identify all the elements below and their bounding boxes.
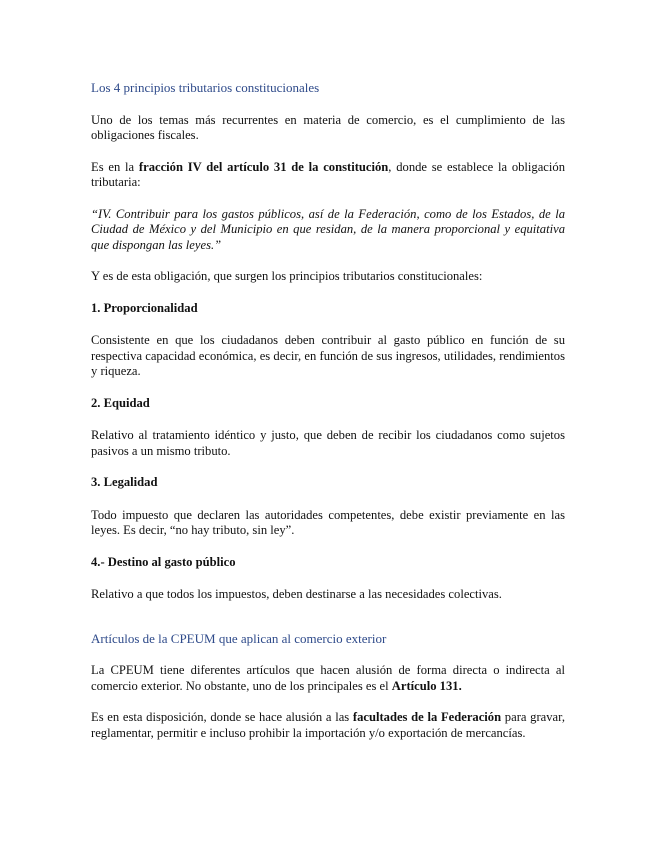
cpeum-paragraph: [91, 663, 565, 694]
principle-text-legalidad: Todo impuesto que declaren las autoridades competentes, debe existir previamente en las leyes. Es decir, “no hay tributo, sin ley”.: [91, 507, 565, 537]
principle-text-proporcionalidad: Consistente en que los ciudadanos deben contribuir al gasto público en función de su respectiva capacidad económica, es decir, en función de sus ingresos, utilidades, rendimientos y riqueza.: [91, 333, 565, 378]
federation-paragraph: [91, 710, 565, 741]
intro-paragraph: Uno de los temas más recurrentes en materia de comercio, es el cumplimiento de las obligaciones fiscales.: [91, 112, 565, 142]
obligation-bold-reference: fracción IV del artículo 31 de la constitución: [138, 159, 389, 174]
principle-text-equidad: Relativo al tratamiento idéntico y justo, que deben de recibir los ciudadanos como sujetos pasivos a un mismo tributo.: [91, 428, 565, 458]
obligation-text-end: , donde se establece la obligación tributaria:: [91, 159, 565, 189]
obligation-paragraph: [91, 160, 565, 191]
section-heading-cpeum: Artículos de la CPEUM que aplican al comercio exterior: [91, 630, 387, 646]
principles-intro-paragraph: Y es de esta obligación, que surgen los principios tributarios constitucionales:: [91, 269, 483, 283]
federation-text-start: Es en esta disposición, donde se hace alusión a las: [91, 710, 353, 724]
constitution-quote: “IV. Contribuir para los gastos públicos, así de la Federación, como de los Estados, de la Ciudad de México y del Municipio en que residan, de la manera proporcional y equitativa que dispongan las leyes.”: [91, 206, 565, 252]
document-page: [91, 80, 565, 757]
principle-title-destino: 4.- Destino al gasto público: [91, 554, 236, 569]
principle-title-proporcionalidad: 1. Proporcionalidad: [91, 300, 198, 315]
federation-text-end: para gravar, reglamentar, permitir e incluso prohibir la importación y/o exportación de mercancías.: [91, 710, 565, 740]
article-131-bold: Artículo 131.: [391, 678, 462, 693]
obligation-text-start: Es en la: [91, 159, 139, 174]
section-heading-principles: Los 4 principios tributarios constitucionales: [91, 80, 320, 95]
principle-title-equidad: 2. Equidad: [91, 395, 150, 410]
federation-bold: facultades de la Federación: [352, 710, 502, 724]
principle-text-destino: Relativo a que todos los impuestos, deben destinarse a las necesidades colectivas.: [91, 587, 502, 601]
cpeum-text-start: La CPEUM tiene diferentes artículos que hacen alusión de forma directa o indirecta al comercio exterior. No obstante, uno de los principales es el: [91, 663, 565, 693]
principle-title-legalidad: 3. Legalidad: [91, 475, 158, 489]
